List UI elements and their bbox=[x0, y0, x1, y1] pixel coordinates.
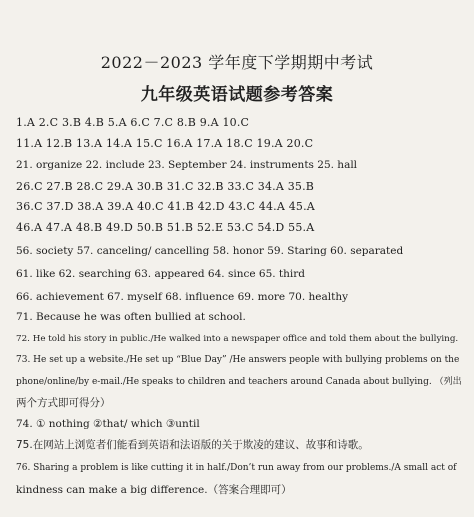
answer-76-line-1: 76. Sharing a problem is like cutting it in half./Don’t run away from our problems./A small act of bbox=[16, 463, 457, 473]
exam-title: 2022－2023 学年度下学期期中考试 bbox=[100, 53, 374, 72]
answer-73-line-2: phone/online/by e-mail./He speaks to children and teachers around Canada about bullying. （列出 bbox=[16, 377, 462, 387]
answer-73-line-1: 73. He set up a website./He set up “Blue Day” /He answers people with bullying problems on the bbox=[16, 355, 460, 365]
answer-row-11-20: 11.A 12.B 13.A 14.A 15.C 16.A 17.A 18.C 19.A 20.C bbox=[16, 137, 314, 150]
answer-73-note: 两个方式即可得分） bbox=[16, 397, 111, 409]
answer-76-line-2: kindness can make a big difference.（答案合理即可） bbox=[16, 484, 292, 496]
answer-72: 72. He told his story in public./He walked into a newspaper office and told them about the bullying. bbox=[16, 334, 459, 344]
answer-row-36-45: 36.C 37.D 38.A 39.A 40.C 41.B 42.D 43.C 44.A 45.A bbox=[16, 200, 315, 213]
answer-row-61-65: 61. like 62. searching 63. appeared 64. since 65. third bbox=[16, 268, 306, 280]
answer-71: 71. Because he was often bullied at school. bbox=[16, 311, 246, 323]
answer-key-title: 九年级英语试题参考答案 bbox=[140, 85, 334, 105]
answer-74: 74. ① nothing ②that/ which ③until bbox=[16, 418, 200, 430]
answer-row-26-35: 26.C 27.B 28.C 29.A 30.B 31.C 32.B 33.C 34.A 35.B bbox=[16, 180, 315, 193]
answer-row-56-60: 56. society 57. canceling/ cancelling 58. honor 59. Staring 60. separated bbox=[16, 245, 404, 257]
answer-row-46-55: 46.A 47.A 48.B 49.D 50.B 51.B 52.E 53.C 54.D 55.A bbox=[16, 221, 315, 234]
answer-row-21-25: 21. organize 22. include 23. September 24. instruments 25. hall bbox=[16, 159, 358, 171]
answer-row-66-70: 66. achievement 67. myself 68. influence 69. more 70. healthy bbox=[16, 291, 349, 303]
answer-row-1-10: 1.A 2.C 3.B 4.B 5.A 6.C 7.C 8.B 9.A 10.C bbox=[16, 116, 250, 129]
answer-75: 75.在网站上浏览者们能看到英语和法语版的关于欺凌的建议、故事和诗歌。 bbox=[16, 439, 369, 451]
